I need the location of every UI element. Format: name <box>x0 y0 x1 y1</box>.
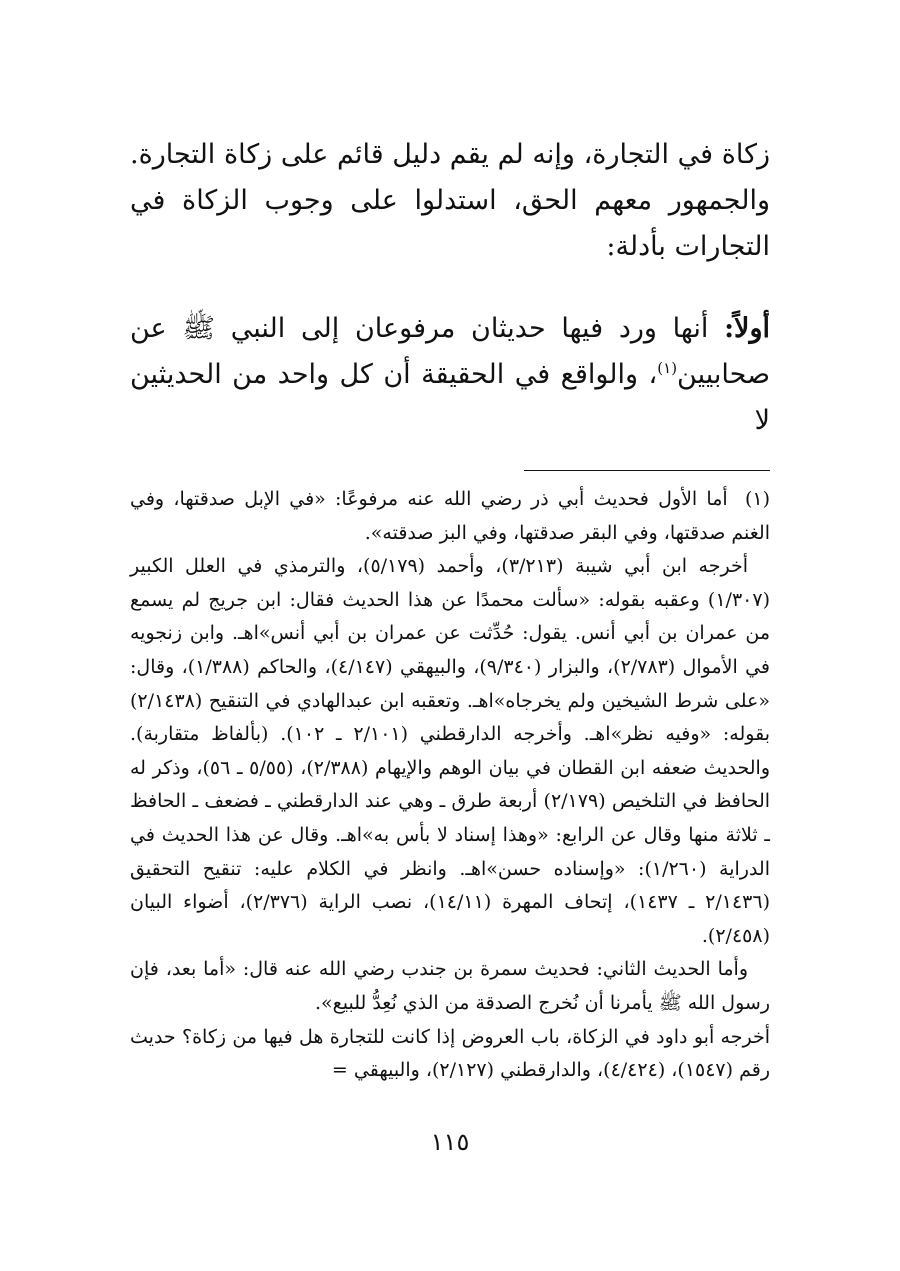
footnotes <box>130 483 770 1088</box>
paragraph-1-line-1: زكاة في التجارة، وإنه لم يقم دليل قائم على زكاة التجارة. <box>130 139 770 170</box>
paragraph-gap <box>130 270 770 306</box>
page-number: ١١٥ <box>430 1128 470 1156</box>
footnote-separator <box>524 470 770 471</box>
footnote-1 <box>130 483 770 550</box>
footnote-1-number: (١) <box>744 488 770 510</box>
page-body <box>130 132 770 1088</box>
footnote-1-text: أما الأول فحديث أبي ذر رضي الله عنه مرفوعًا: «في الإبل صدقتها، وفي الغنم صدقتها، وفي البقر صدقتها، وفي البز صدقته». <box>130 488 770 544</box>
paragraph-2-text-b: ، والواقع في الحقيقة أن كل واحد من الحديثين لا <box>130 359 770 436</box>
paragraph-2-label: أولاً: <box>724 313 770 344</box>
main-text <box>130 132 770 444</box>
paragraph-2-text-a: أنها ورد فيها حديثان مرفوعان إلى النبي ﷺ عن صحابيين <box>130 313 770 390</box>
footnote-1-second-hadith: وأما الحديث الثاني: فحديث سمرة بن جندب رضي الله عنه قال: «أما بعد، فإن رسول الله ﷺ يأمرنا أن نُخرج الصدقة من الذي نُعِدُّ للبيع». <box>130 958 770 1014</box>
footnote-1-second-takhrij: أخرجه أبو داود في الزكاة، باب العروض إذا كانت للتجارة هل فيها من زكاة؟ حديث رقم (١٥٤٧)، (٤/٤٢٤)، والدارقطني (٢/١٢٧)، والبيهقي = <box>130 1025 770 1082</box>
footnote-reference[interactable]: (١) <box>657 359 678 377</box>
paragraph-1-line-2: والجمهور معهم الحق، استدلوا على وجوب الزكاة في التجارات بأدلة: <box>130 185 770 262</box>
paragraph-1 <box>130 132 770 270</box>
footnote-1-takhrij: أخرجه ابن أبي شيبة (٣/٢١٣)، وأحمد (٥/١٧٩)، والترمذي في العلل الكبير (١/٣٠٧) وعقبه بقوله: «سألت محمدًا عن هذا الحديث فقال: ابن جريج لم يسمع من عمران بن أبي أنس. يقول: حُدِّثت عن عمران بن أبي أنس»اهـ. وابن زنجويه في الأموال (٢/٧٨٣)، والبزار (٩/٣٤٠)، والبيهقي (٤/١٤٧)، والحاكم (١/٣٨٨)، وقال: «على شرط الشيخين ولم يخرجاه»اهـ. وتعقبه ابن عبدالهادي في التنقيح (٢/١٤٣٨) بقوله: «وفيه نظر»اهـ. وأخرجه الدارقطني (٢/١٠١ ـ ١٠٢). (بألفاظ متقاربة). والحديث ضعفه ابن القطان في بيان الوهم والإيهام (٢/٣٨٨)، (٥/٥٥ ـ ٥٦)، وذكر له الحافظ في التلخيص (٢/١٧٩) أربعة طرق ـ وهي عند الدارقطني ـ فضعف ـ الحافظ ـ ثلاثة منها وقال عن الرابع: «وهذا إسناد لا بأس به»اهـ. وقال عن هذا الحديث في الدراية (١/٢٦٠): «وإسناده حسن»اهـ. وانظر في الكلام عليه: تنقيح التحقيق (٢/١٤٣٦ ـ ١٤٣٧)، إتحاف المهرة (١٤/١١)، نصب الراية (٢/٣٧٦)، أضواء البيان (٢/٤٥٨). <box>130 555 771 947</box>
paragraph-2 <box>130 306 770 444</box>
